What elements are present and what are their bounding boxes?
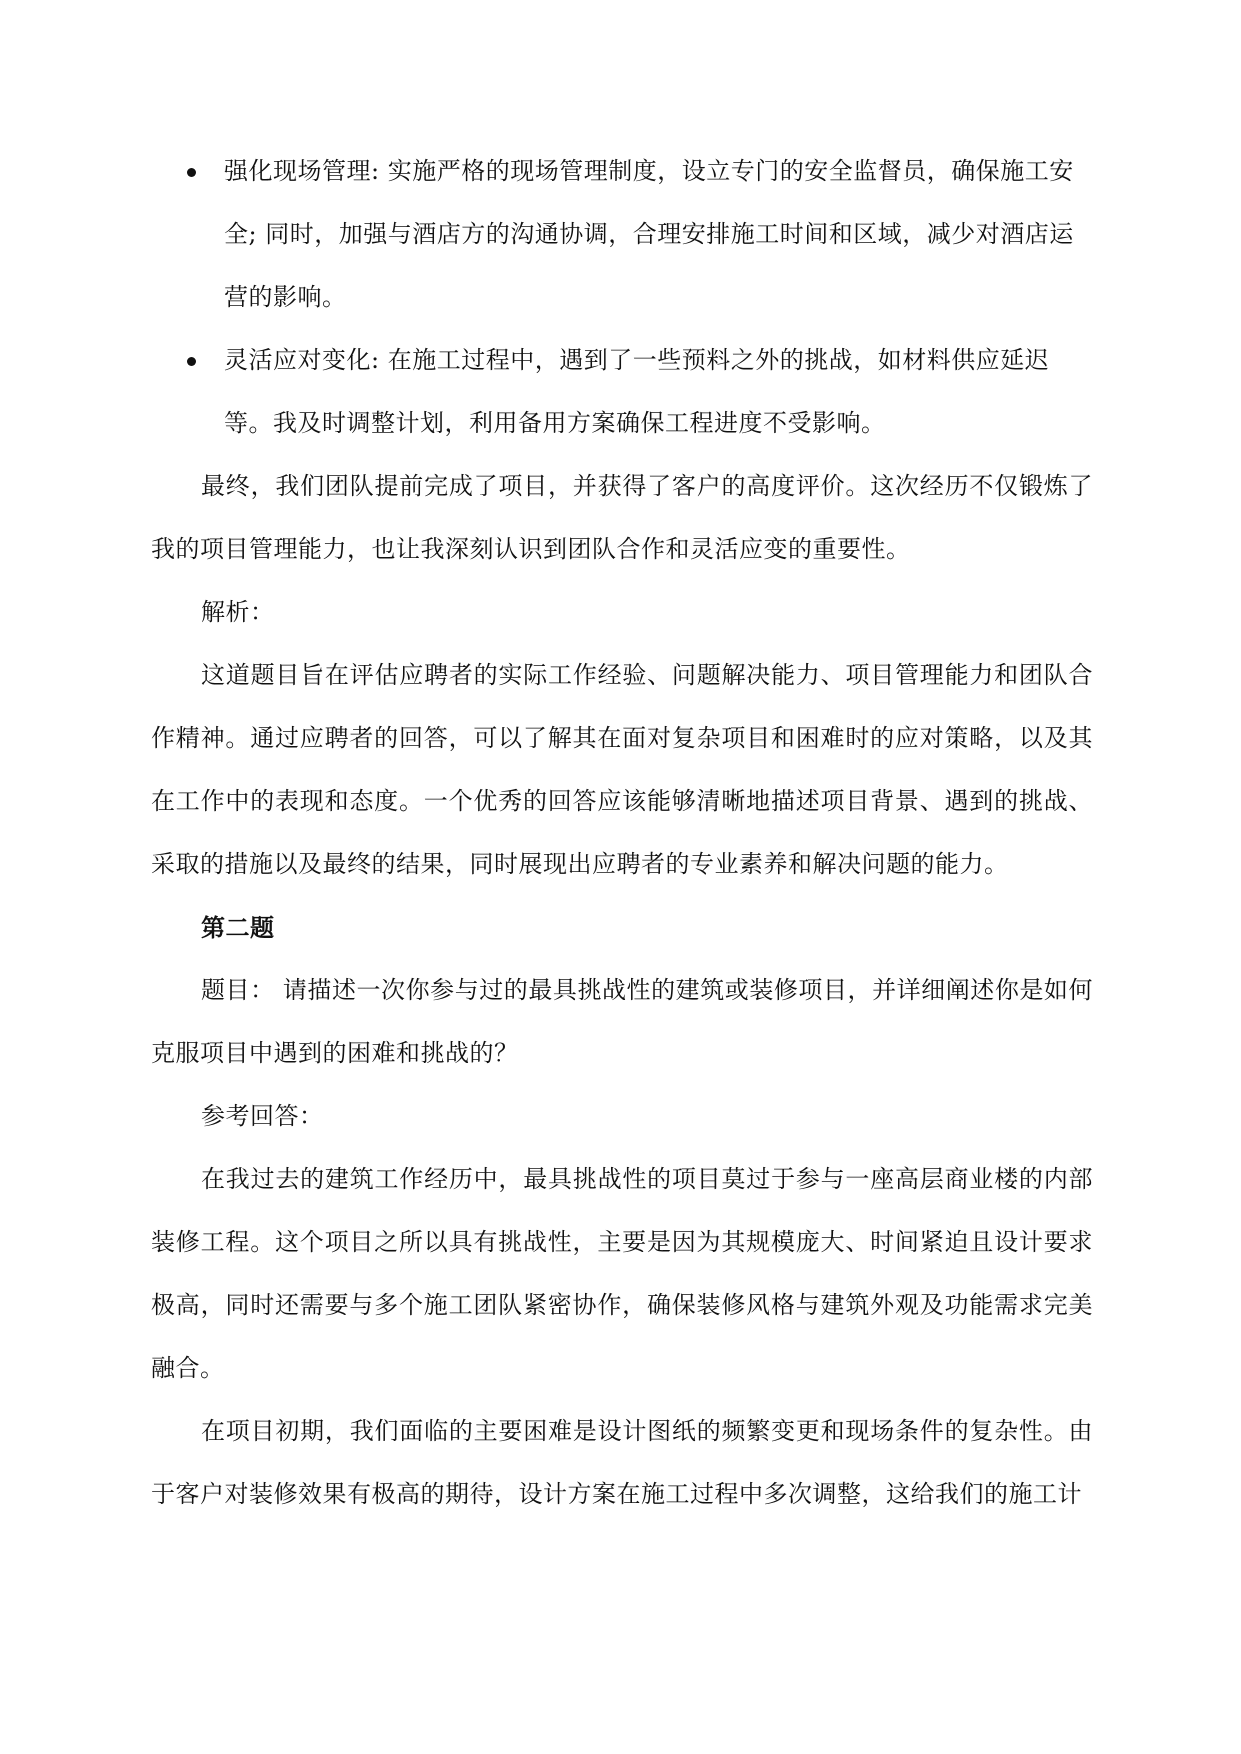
bullet-label: 强化现场管理:	[224, 157, 380, 185]
document-body	[151, 140, 1093, 1526]
answer-paragraph-2: 在项目初期，我们面临的主要困难是设计图纸的频繁变更和现场条件的复杂性。由于客户对装修效果有极高的期待，设计方案在施工过程中多次调整，这给我们的施工计	[151, 1417, 1093, 1508]
bullet-dot-icon	[187, 357, 196, 366]
conclusion-paragraph: 最终，我们团队提前完成了项目，并获得了客户的高度评价。这次经历不仅锻炼了我的项目管理能力，也让我深刻认识到团队合作和灵活应变的重要性。	[151, 472, 1093, 563]
bullet-text: 实施严格的现场管理制度，设立专门的安全监督员，确保施工安全; 同时，加强与酒店方的沟通协调，合理安排施工时间和区域，减少对酒店运营的影响。	[224, 157, 1074, 311]
bullet-label: 灵活应对变化:	[224, 346, 380, 374]
bullet-item-site-management	[151, 140, 1093, 329]
bullet-list	[151, 140, 1093, 455]
question-paragraph: 题目： 请描述一次你参与过的最具挑战性的建筑或装修项目，并详细阐述你是如何克服项目中遇到的困难和挑战的？	[151, 976, 1093, 1067]
answer-paragraph-1: 在我过去的建筑工作经历中，最具挑战性的项目莫过于参与一座高层商业楼的内部装修工程。这个项目之所以具有挑战性，主要是因为其规模庞大、时间紧迫且设计要求极高，同时还需要与多个施工团队紧密协作，确保装修风格与建筑外观及功能需求完美融合。	[151, 1165, 1093, 1382]
answer-label: 参考回答：	[201, 1102, 324, 1130]
bullet-item-flexible-response	[151, 329, 1093, 455]
analysis-paragraph: 这道题目旨在评估应聘者的实际工作经验、问题解决能力、项目管理能力和团队合作精神。通过应聘者的回答，可以了解其在面对复杂项目和困难时的应对策略，以及其在工作中的表现和态度。一个优秀的回答应该能够清晰地描述项目背景、遇到的挑战、采取的措施以及最终的结果，同时展现出应聘者的专业素养和解决问题的能力。	[151, 661, 1093, 878]
bullet-dot-icon	[187, 168, 196, 177]
bullet-text: 在施工过程中，遇到了一些预料之外的挑战，如材料供应延迟等。我及时调整计划，利用备用方案确保工程进度不受影响。	[224, 346, 1050, 437]
section-heading: 第二题	[201, 913, 275, 942]
analysis-label: 解析：	[201, 598, 275, 626]
